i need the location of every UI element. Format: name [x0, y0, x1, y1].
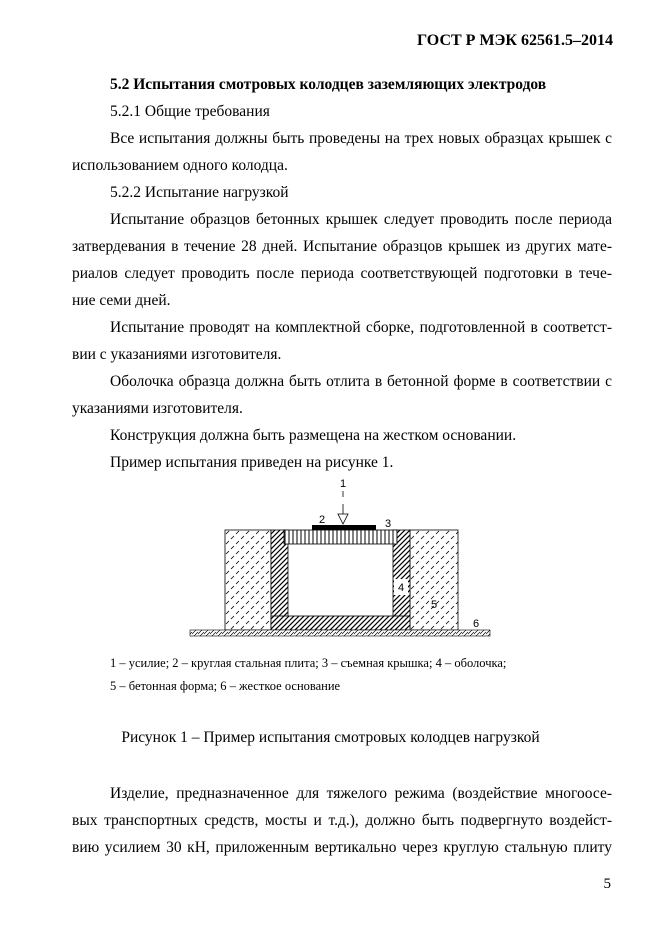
para6: Пример испытания приведен на рисунке 1.	[110, 454, 394, 471]
page-number: 5	[603, 876, 611, 892]
para1-line1: Все испытания должны быть проведены на трех новых образцах крышек с	[110, 130, 612, 147]
para2-line1: Испытание образцов бетонных крышек следует проводить после периода	[110, 211, 612, 228]
para2-line4: ние семи дней.	[72, 292, 171, 309]
para5: Конструкция должна быть размещена на жестком основании.	[110, 427, 517, 444]
shell-bottom	[271, 616, 410, 630]
after-line1: Изделие, предназначенное для тяжелого режима (воздействие многоосе-	[110, 785, 612, 802]
label-1: 1	[340, 478, 347, 490]
label-2: 2	[319, 514, 326, 526]
label-6: 6	[473, 618, 480, 630]
after-line3: вию усилием 30 кН, приложенным вертикально через круглую стальную плиту	[72, 839, 612, 856]
section-title: 5.2 Испытания смотровых колодцев заземляющих электродов	[110, 76, 547, 93]
after-line2: вых транспортных средств, мосты и т.д.), должно быть подвергнуто воздейст-	[72, 812, 612, 829]
subsection-load: 5.2.2 Испытание нагрузкой	[110, 184, 289, 201]
figure-legend-line2: 5 – бетонная форма; 6 – жесткое основание	[110, 679, 341, 693]
force-arrow	[338, 514, 348, 524]
para3-line2: вии с указаниями изготовителя.	[72, 346, 282, 363]
figure-legend-line1: 1 – усилие; 2 – круглая стальная плита; 3 – съемная крышка; 4 – оболочка;	[110, 656, 507, 670]
shell-left-wall	[271, 530, 288, 630]
para1-line2: использованием одного колодца.	[72, 157, 288, 174]
para4-line2: указаниями изготовителя.	[72, 400, 243, 417]
test-setup-figure	[180, 475, 500, 645]
label-5: 5	[431, 599, 438, 611]
subsection-general: 5.2.1 Общие требования	[110, 103, 270, 120]
para2-line2: затвердевания в течение 28 дней. Испытание образцов крышек из других мате-	[72, 238, 612, 255]
standard-header: ГОСТ Р МЭК 62561.5–2014	[417, 32, 613, 49]
label-3: 3	[385, 518, 392, 530]
para3-line1: Испытание проводят на комплектной сборке, подготовленной в соответст-	[110, 319, 612, 336]
concrete-form-right	[410, 530, 458, 630]
rigid-base	[190, 630, 490, 636]
label-4: 4	[398, 582, 405, 594]
concrete-form-left	[225, 530, 271, 630]
para2-line3: риалов следует проводить после периода соответствующей подготовки в тече-	[72, 265, 612, 282]
removable-cover	[284, 530, 397, 544]
para4-line1: Оболочка образца должна быть отлита в бетонной форме в соответствии с	[110, 373, 612, 390]
figure-title: Рисунок 1 – Пример испытания смотровых колодцев нагрузкой	[121, 729, 540, 746]
